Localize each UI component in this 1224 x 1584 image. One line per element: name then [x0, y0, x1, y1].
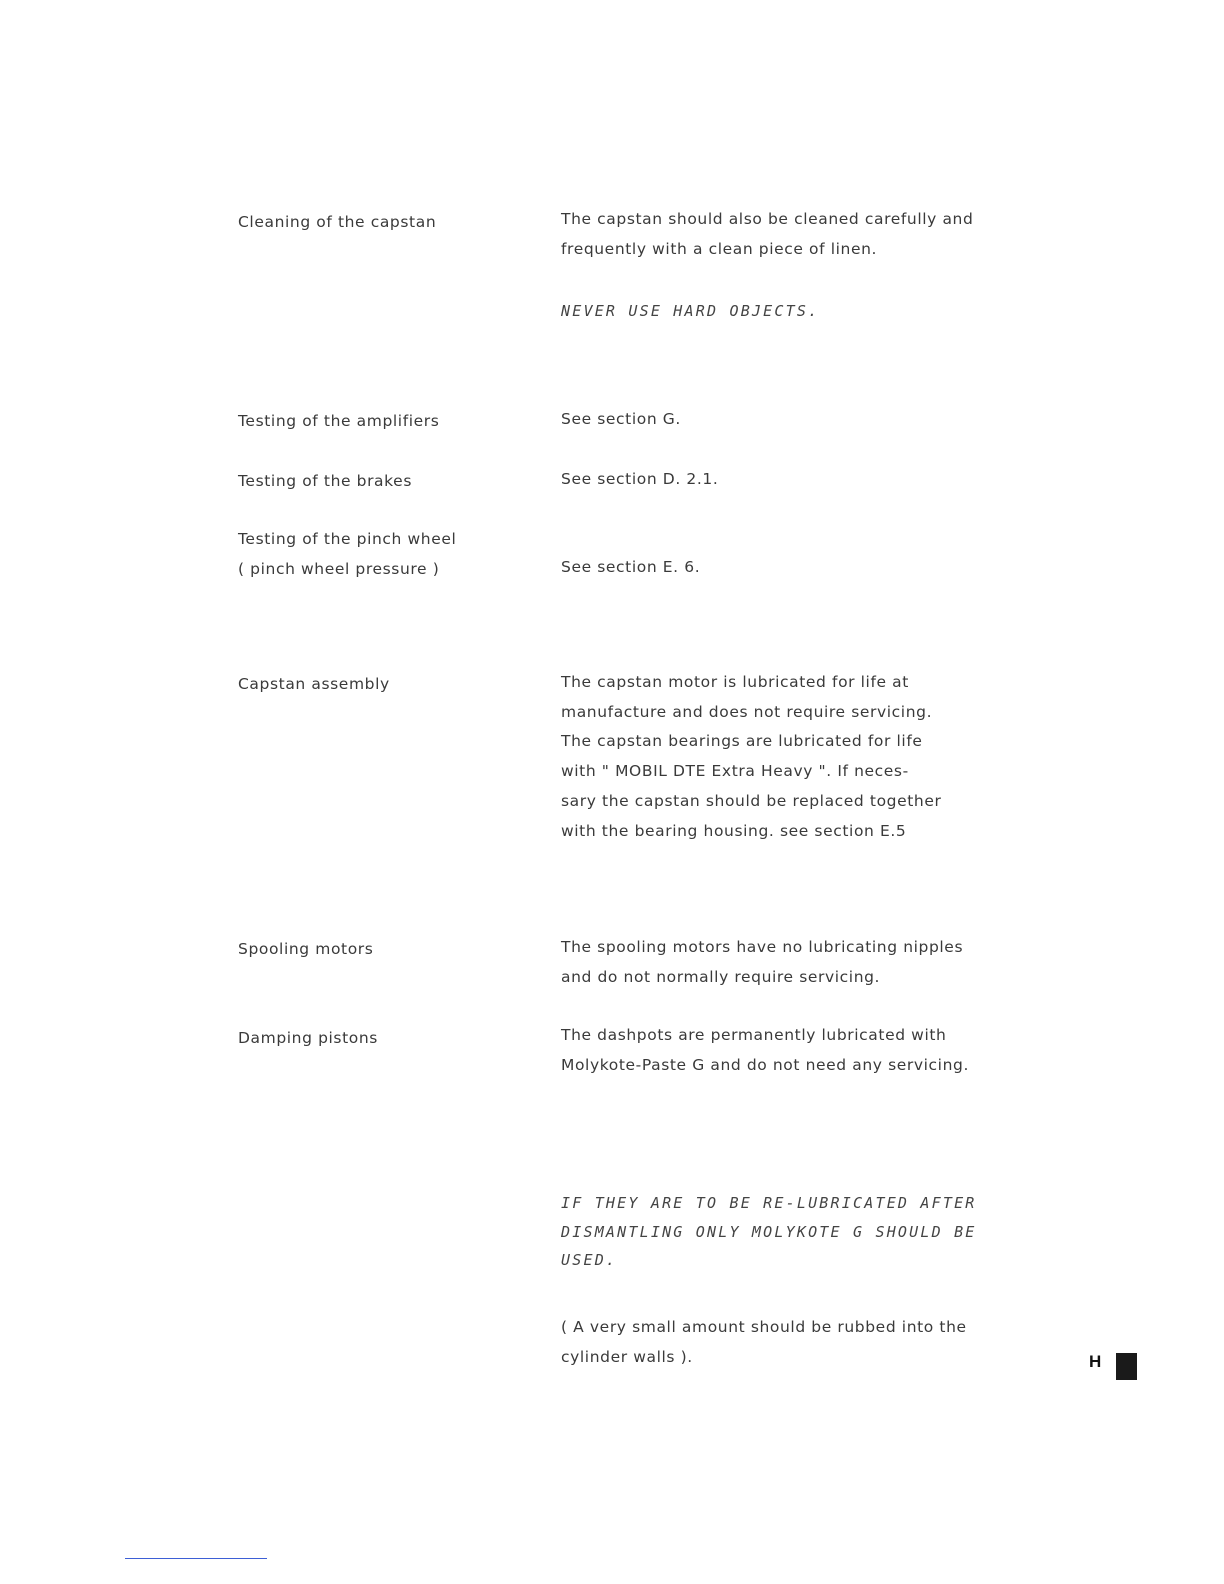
text-line: See section E. 6.	[561, 558, 701, 576]
text-line: with " MOBIL DTE Extra Heavy ". If neces-	[561, 762, 909, 781]
section-marker-block	[1116, 1353, 1137, 1380]
label-line: Testing of the amplifiers	[238, 412, 440, 430]
text-testing-pinch-wheel	[561, 553, 1001, 583]
label-testing-brakes	[238, 466, 412, 496]
text-line: The spooling motors have no lubricating nipples	[561, 938, 964, 956]
label-testing-pinch-wheel	[238, 524, 456, 584]
text-line: The dashpots are permanently lubricated with	[561, 1026, 947, 1044]
label-line: Testing of the brakes	[238, 472, 412, 490]
text-spooling-motors	[561, 933, 1001, 992]
text-line: See section G.	[561, 410, 681, 428]
label-line: Spooling motors	[238, 940, 374, 958]
text-line: sary the capstan should be replaced together	[561, 791, 942, 810]
warning-line: IF THEY ARE TO BE RE-LUBRICATED AFTER	[561, 1194, 977, 1212]
text-line: frequently with a clean piece of linen.	[561, 239, 878, 258]
warning-line: DISMANTLING ONLY MOLYKOTE G SHOULD BE	[561, 1222, 977, 1241]
label-damping-pistons	[238, 1023, 378, 1053]
label-line: Damping pistons	[238, 1029, 378, 1047]
label-line: Testing of the pinch wheel	[238, 530, 457, 548]
text-line: ( A very small amount should be rubbed into the	[561, 1318, 967, 1336]
text-line: The capstan motor is lubricated for life at	[561, 673, 909, 691]
text-line: cylinder walls ).	[561, 1347, 693, 1366]
text-line: The capstan should also be cleaned carefully and	[561, 210, 974, 228]
label-line: ( pinch wheel pressure )	[238, 560, 440, 578]
warning-line: USED.	[561, 1251, 618, 1269]
text-small-amount-note	[561, 1313, 1001, 1372]
section-marker-letter: H	[1089, 1352, 1102, 1371]
label-line: Capstan assembly	[238, 675, 390, 693]
label-line: Cleaning of the capstan	[238, 213, 437, 231]
label-cleaning-capstan	[238, 207, 436, 237]
label-spooling-motors	[238, 934, 373, 964]
text-capstan-assembly	[561, 668, 1001, 846]
warning-never-use-hard-objects	[561, 297, 1001, 327]
warning-relubrication	[561, 1189, 1001, 1275]
text-line: and do not normally require servicing.	[561, 967, 881, 986]
label-testing-amplifiers	[238, 406, 439, 436]
text-line: See section D. 2.1.	[561, 470, 719, 488]
text-damping-pistons	[561, 1021, 1001, 1080]
text-testing-amplifiers	[561, 405, 1001, 435]
footer-rule	[125, 1558, 267, 1559]
text-line: The capstan bearings are lubricated for life	[561, 732, 923, 751]
warning-line: NEVER USE HARD OBJECTS.	[561, 302, 820, 320]
text-line: with the bearing housing. see section E.5	[561, 821, 907, 840]
text-testing-brakes	[561, 465, 1001, 495]
label-capstan-assembly	[238, 669, 390, 699]
text-line: manufacture and does not require servicing.	[561, 702, 933, 721]
text-cleaning-capstan	[561, 205, 1001, 264]
text-line: Molykote-Paste G and do not need any servicing.	[561, 1055, 969, 1074]
